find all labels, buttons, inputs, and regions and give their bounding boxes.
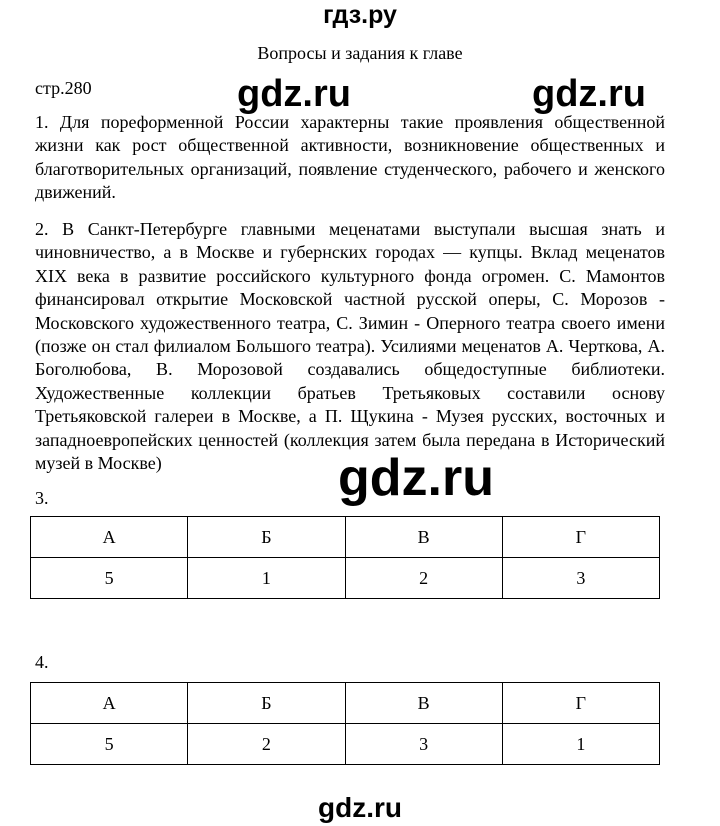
page-reference: стр.280 [35, 78, 92, 98]
table-header-cell: Г [502, 683, 659, 724]
table-cell: 2 [188, 724, 345, 765]
table-header-cell: А [31, 517, 188, 558]
table-header-cell: Г [502, 517, 659, 558]
table-header-cell: Б [188, 683, 345, 724]
table-header-cell: В [345, 683, 502, 724]
table-cell: 1 [502, 724, 659, 765]
question-4-label: 4. [35, 652, 49, 672]
table-header-cell: В [345, 517, 502, 558]
section-title: Вопросы и задания к главе [257, 43, 463, 63]
table-cell: 1 [188, 558, 345, 599]
table-cell: 3 [502, 558, 659, 599]
answer-table-3 [30, 516, 660, 599]
watermark: gdz.ru [237, 73, 351, 115]
table-header-row [31, 517, 660, 558]
answer-1: 1. Для пореформенной России характерны такие проявления общественной жизни как рост общественной активности, возникновение общественных и благотворительных организаций, появление студенческого, рабочего и женского движений. [35, 112, 665, 203]
answer-table-4 [30, 682, 660, 765]
table-header-cell: А [31, 683, 188, 724]
table-cell: 2 [345, 558, 502, 599]
table-cell: 5 [31, 724, 188, 765]
question-3-label: 3. [35, 488, 49, 508]
answer-2: 2. В Санкт-Петербурге главными меценатами выступали высшая знать и чиновничество, а в Москве и губернских городах — купцы. Вклад меценатов XIX века в развитие российского культурного фонда огромен. С. Мамонтов финансировал открытие Московской частной русской оперы, С. Морозов - Московского художественного театра, С. Зимин - Оперного театра своего имени (позже он стал филиалом Большого театра). Усилиями меценатов А. Черткова, А. Боголюбова, В. Морозовой создавались общедоступные библиотеки. Художественные коллекции братьев Третьяковых составили основу Третьяковской галереи в Москве, а П. Щукина - Музея русских, восточных и западноевропейских ценностей (коллекция затем была передана в Исторический музей в Москве) [35, 219, 665, 474]
table-row [31, 558, 660, 599]
watermark: gdz.ru [338, 449, 494, 507]
table-header-row [31, 683, 660, 724]
table-row [31, 724, 660, 765]
table-cell: 3 [345, 724, 502, 765]
footer-watermark: gdz.ru [318, 792, 402, 823]
site-header: гдз.ру [323, 1, 397, 29]
table-cell: 5 [31, 558, 188, 599]
watermark: gdz.ru [532, 73, 646, 115]
table-header-cell: Б [188, 517, 345, 558]
